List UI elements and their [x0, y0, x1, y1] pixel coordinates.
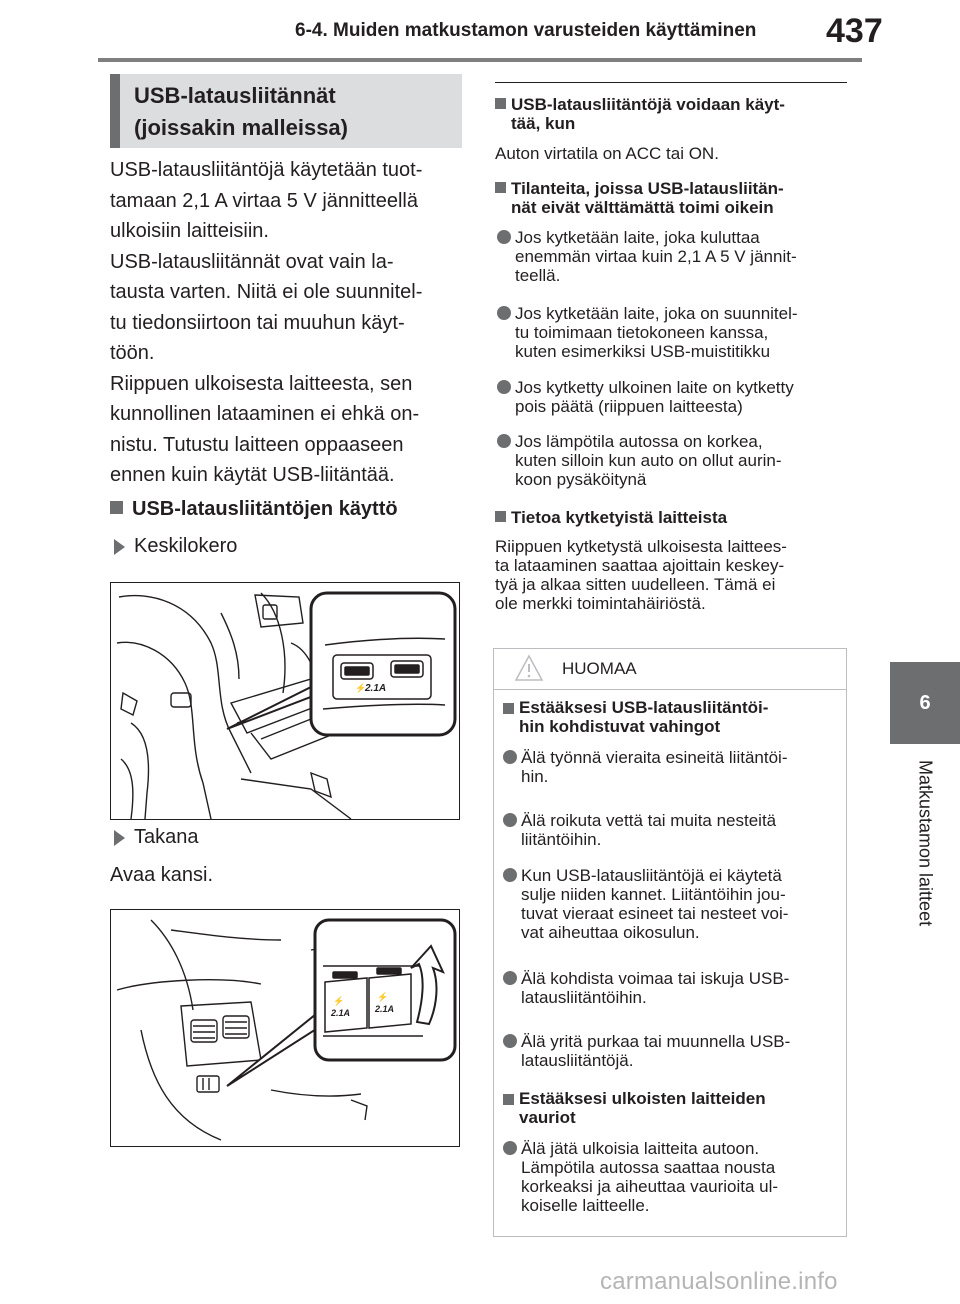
bullet-line: vat aiheuttaa oikosulun. [521, 923, 700, 942]
square-bullet-icon [503, 1094, 514, 1105]
block1-text: Auton virtatila on ACC tai ON. [495, 144, 719, 163]
notice-heading-line: Estääksesi ulkoisten laitteiden [519, 1089, 766, 1108]
location-label-rear: Takana [134, 826, 199, 848]
bullet-line: Älä roikuta vettä tai muita nesteitä [521, 811, 777, 830]
round-bullet-icon [497, 230, 511, 244]
block2-bullet [515, 304, 845, 361]
bullet-line: koon pysäköitynä [515, 470, 647, 489]
watermark-text: carmanualsonline.info [600, 1268, 838, 1295]
notice-heading-line: vauriot [519, 1108, 576, 1127]
text-line: tyä ja alkaa sitten uudelleen. Tämä ei [495, 575, 776, 594]
bullet-line: latausliitäntöjä. [521, 1051, 634, 1070]
column-top-rule [495, 82, 847, 83]
block1-heading [495, 95, 847, 133]
intro-line: USB-latausliitäntöjä käytetään tuot- [110, 159, 423, 181]
block3-heading-text: Tietoa kytketyistä laitteista [511, 508, 728, 527]
intro-line: tamaan 2,1 A virtaa 5 V jännitteellä [110, 189, 418, 212]
text-line: ole merkki toimintahäiriöstä. [495, 594, 706, 613]
usb-port-rating-label: 2.1A [331, 1008, 351, 1018]
round-bullet-icon [503, 1141, 517, 1155]
notice-bullet [521, 748, 841, 786]
block2-heading [495, 179, 847, 217]
svg-text:⚡: ⚡ [333, 996, 345, 1006]
round-bullet-icon [497, 306, 511, 320]
usb-port-rating-label: 2.1A [365, 683, 387, 694]
notice-heading-1 [519, 698, 839, 736]
block2-bullet [515, 432, 845, 489]
block2-bullet [515, 378, 845, 416]
block2-heading-line: Tilanteita, joissa USB-latausliitän- [511, 179, 784, 198]
usage-heading-text: USB-latausliitäntöjen käyttö [132, 498, 398, 520]
running-header: 6-4. Muiden matkustamon varusteiden käyttäminen [295, 20, 757, 41]
intro-line: tausta varten. Niitä ei ole suunnitel- [110, 281, 423, 303]
text-line: Riippuen kytketystä ulkoisesta laittees- [495, 537, 787, 556]
usage-heading [110, 498, 398, 521]
bullet-line: Kun USB-latausliitäntöjä ei käytetä [521, 866, 782, 885]
bullet-line: Jos kytketään laite, joka kuluttaa [515, 228, 760, 247]
bullet-line: hin. [521, 767, 549, 786]
square-bullet-icon [110, 501, 123, 514]
square-bullet-icon [495, 511, 506, 522]
intro-line: USB-latausliitännät ovat vain la- [110, 250, 394, 273]
intro-line: Riippuen ulkoisesta laitteesta, sen [110, 372, 413, 395]
intro-paragraph [110, 155, 462, 491]
notice-heading-2 [519, 1089, 839, 1127]
chapter-title: Matkustamon laitteet [915, 760, 936, 927]
round-bullet-icon [497, 434, 511, 448]
notice-heading-line: Estääksesi USB-latausliitäntöi- [519, 698, 769, 717]
intro-line: nistu. Tutustu laitteen oppaaseen [110, 433, 404, 456]
block1-heading-line: tää, kun [511, 114, 576, 133]
section-heading [110, 74, 462, 148]
triangle-bullet-icon [114, 539, 125, 555]
bullet-line: teellä. [515, 266, 561, 285]
bullet-line: enemmän virtaa kuin 2,1 A 5 V jännit- [515, 247, 797, 266]
rear-ports-illustration [111, 910, 460, 1147]
bullet-line: Älä työnnä vieraita esineitä liitäntöi- [521, 748, 788, 767]
intro-line: kunnollinen lataaminen ei ehkä on- [110, 403, 420, 425]
bullet-line: Jos lämpötila autossa on korkea, [515, 432, 763, 451]
intro-line: töön. [110, 342, 155, 364]
chapter-tab: 6 [890, 662, 960, 744]
bullet-line: sulje niiden kannet. Liitäntöihin jou- [521, 885, 786, 904]
notice-label: HUOMAA [562, 659, 637, 678]
open-cover-text: Avaa kansi. [110, 864, 214, 886]
square-bullet-icon [503, 703, 514, 714]
round-bullet-icon [503, 868, 517, 882]
block2-bullet [515, 228, 845, 285]
intro-line: ennen kuin käytät USB-liitäntää. [110, 464, 395, 486]
intro-line: ulkoisiin laitteisiin. [110, 220, 269, 242]
notice-header [494, 649, 846, 690]
round-bullet-icon [503, 813, 517, 827]
warning-triangle-icon [514, 654, 544, 682]
block2-heading-line: nät eivät välttämättä toimi oikein [511, 198, 774, 217]
round-bullet-icon [503, 1034, 517, 1048]
triangle-bullet-icon [114, 830, 125, 846]
notice-box [493, 648, 847, 1237]
bullet-line: Älä kohdista voimaa tai iskuja USB- [521, 969, 790, 988]
bullet-line: latausliitäntöihin. [521, 988, 647, 1007]
block1-heading-line: USB-latausliitäntöjä voidaan käyt- [511, 95, 785, 114]
round-bullet-icon [497, 380, 511, 394]
usb-port-rating-label: 2.1A [375, 1004, 395, 1014]
svg-text:⚡: ⚡ [377, 992, 389, 1002]
chapter-label-container [880, 760, 960, 960]
intro-line: tu tiedonsiirtoon tai muuhun käyt- [110, 311, 405, 334]
text-line: ta lataaminen saattaa ajoittain keskey- [495, 556, 785, 575]
header-rule [98, 58, 862, 62]
bullet-line: liitäntöihin. [521, 830, 602, 849]
bullet-line: kuten esimerkiksi USB-muistitikku [515, 342, 771, 361]
round-bullet-icon [503, 750, 517, 764]
notice-heading-line: hin kohdistuvat vahingot [519, 717, 721, 736]
bullet-line: kuten silloin kun auto on ollut aurin- [515, 451, 782, 470]
notice-bullet [521, 1032, 841, 1070]
square-bullet-icon [495, 182, 506, 193]
section-heading-line: USB-latausliitännät [134, 83, 336, 108]
bullet-line: tuvat vieraat esineet tai nesteet voi- [521, 904, 789, 923]
notice-bullet [521, 866, 841, 942]
notice-bullet [521, 1139, 841, 1215]
bullet-line: pois päätä (riippuen laitteesta) [515, 397, 743, 416]
round-bullet-icon [503, 971, 517, 985]
bullet-line: Lämpötila autossa saattaa nousta [521, 1158, 776, 1177]
bullet-line: koiselle laitteelle. [521, 1196, 650, 1215]
bullet-line: Älä jätä ulkoisia laitteita autoon. [521, 1139, 760, 1158]
bullet-line: Jos kytketty ulkoinen laite on kytketty [515, 378, 794, 397]
bullet-line: tu toimimaan tietokoneen kanssa, [515, 323, 769, 342]
center-console-illustration [111, 583, 460, 820]
notice-bullet [521, 969, 841, 1007]
bullet-line: Älä yritä purkaa tai muunnella USB- [521, 1032, 791, 1051]
figure-rear-ports [110, 909, 460, 1147]
location-label-center: Keskilokero [134, 535, 238, 557]
bullet-line: korkeaksi ja aiheuttaa vaurioita ul- [521, 1177, 779, 1196]
page-number: 437 [826, 12, 883, 50]
figure-center-console [110, 582, 460, 820]
bullet-line: Jos kytketään laite, joka on suunnitel- [515, 304, 798, 323]
block3-text [495, 537, 847, 613]
section-heading-line: (joissakin malleissa) [134, 115, 348, 140]
square-bullet-icon [495, 98, 506, 109]
svg-text:⚡: ⚡ [355, 683, 367, 693]
notice-bullet [521, 811, 841, 849]
block3-heading [495, 508, 847, 527]
